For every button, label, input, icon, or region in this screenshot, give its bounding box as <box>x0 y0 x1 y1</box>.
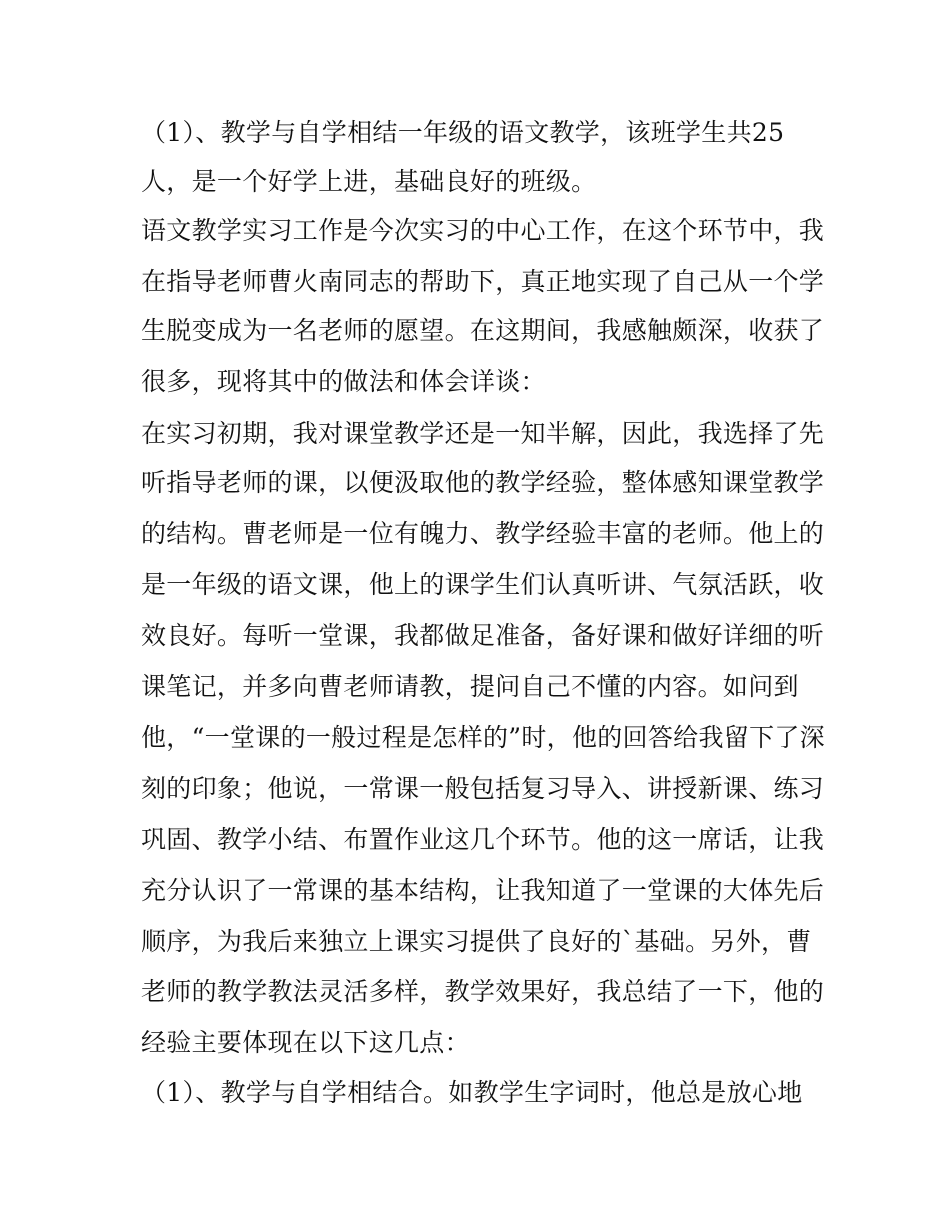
text-line: 顺序，为我后来独立上课实习提供了良好的`基础。另外，曹 <box>141 927 812 956</box>
text-line: 的结构。曹老师是一位有魄力、教学经验丰富的老师。他上的 <box>141 519 825 548</box>
text-line: （1）、教学与自学相结合。如教学生字词时，他总是放心地 <box>141 1078 803 1107</box>
text-line: 是一年级的语文课，他上的课学生们认真听讲、气氛活跃，收 <box>141 570 825 599</box>
text-line: 巩固、教学小结、布置作业这几个环节。他的这一席话，让我 <box>141 825 825 854</box>
text-line: （1）、教学与自学相结一年级的语文教学，该班学生共25 <box>141 118 785 147</box>
text-line: 课笔记，并多向曹老师请教，提问自己不懂的内容。如问到 <box>141 672 799 701</box>
text-line: 听指导老师的课，以便汲取他的教学经验，整体感知课堂教学 <box>141 468 825 497</box>
text-line: 很多，现将其中的做法和体会详谈： <box>141 367 546 396</box>
text-line: 效良好。每听一堂课，我都做足准备，备好课和做好详细的听 <box>141 621 825 650</box>
text-line: 他，“一堂课的一般过程是怎样的”时，他的回答给我留下了深 <box>141 723 825 752</box>
text-line: 经验主要体现在以下这几点： <box>141 1028 470 1057</box>
text-line: 老师的教学教法灵活多样，教学效果好，我总结了一下，他的 <box>141 977 825 1006</box>
text-line: 生脱变成为一名老师的愿望。在这期间，我感触颇深，收获了 <box>141 316 825 345</box>
text-line: 充分认识了一常课的基本结构，让我知道了一堂课的大体先后 <box>141 876 825 905</box>
text-line: 语文教学实习工作是今次实习的中心工作，在这个环节中，我 <box>141 216 825 245</box>
text-line: 刻的印象；他说，一常课一般包括复习导入、讲授新课、练习 <box>141 774 825 803</box>
text-line: 在实习初期，我对课堂教学还是一知半解，因此，我选择了先 <box>141 419 825 448</box>
text-line: 在指导老师曹火南同志的帮助下，真正地实现了自己从一个学 <box>141 267 825 296</box>
text-line: 人，是一个好学上进，基础良好的班级。 <box>141 167 597 196</box>
